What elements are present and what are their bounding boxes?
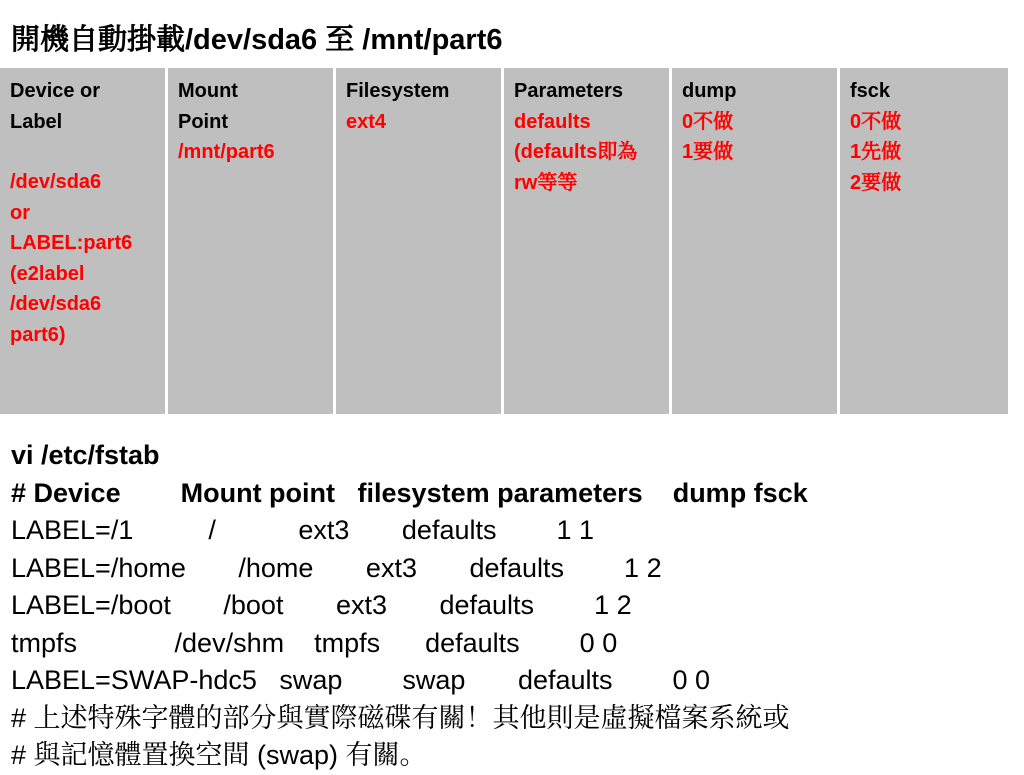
fstab-line: LABEL=SWAP-hdc5 swap swap defaults 0 0: [11, 665, 711, 695]
column-mount-point: [168, 68, 333, 414]
fstab-field-table: [0, 68, 1008, 414]
spacer: [10, 137, 155, 167]
column-header-dump: dump: [682, 80, 737, 102]
fstab-line: LABEL=/boot /boot ext3 defaults 1 2: [11, 590, 632, 620]
column-header-mount-point: Mount Point: [178, 80, 238, 133]
column-header-filesystem: Filesystem: [346, 80, 450, 102]
column-value-parameters: defaults (defaults即為 rw等等: [514, 110, 638, 194]
fstab-line: LABEL=/home /home ext3 defaults 1 2: [11, 552, 662, 583]
column-dump: [672, 68, 837, 414]
column-device: [0, 68, 165, 414]
column-value-device: /dev/sda6 or LABEL:part6 (e2label /dev/sda6 part6): [10, 171, 133, 346]
column-header-parameters: Parameters: [514, 80, 623, 102]
column-parameters: [504, 68, 669, 414]
page-title: 開機自動掛載/dev/sda6 至 /mnt/part6: [11, 24, 503, 56]
fstab-example: [11, 437, 1011, 775]
column-value-mount-point: /mnt/part6: [178, 141, 275, 163]
column-value-dump: 0不做 1要做: [682, 110, 734, 163]
comment-line: # 與記憶體置換空間 (swap) 有關。: [11, 740, 427, 770]
column-header-fsck: fsck: [850, 80, 891, 102]
fstab-line: LABEL=/1 / ext3 defaults 1 1: [11, 515, 595, 545]
column-value-filesystem: ext4: [346, 110, 387, 133]
column-fsck: [840, 68, 1008, 414]
fstab-line: tmpfs /dev/shm tmpfs defaults 0 0: [11, 627, 618, 658]
fstab-header-line: # Device Mount point filesystem parameters dump fsck: [11, 477, 808, 508]
column-header-device: Device or Label: [10, 80, 101, 133]
column-filesystem: [336, 68, 501, 414]
comment-line: # 上述特殊字體的部分與實際磁碟有關！其他則是虛擬檔案系統或: [11, 702, 790, 733]
column-value-fsck: 0不做 1先做 2要做: [850, 110, 902, 194]
command-line: vi /etc/fstab: [11, 440, 160, 470]
